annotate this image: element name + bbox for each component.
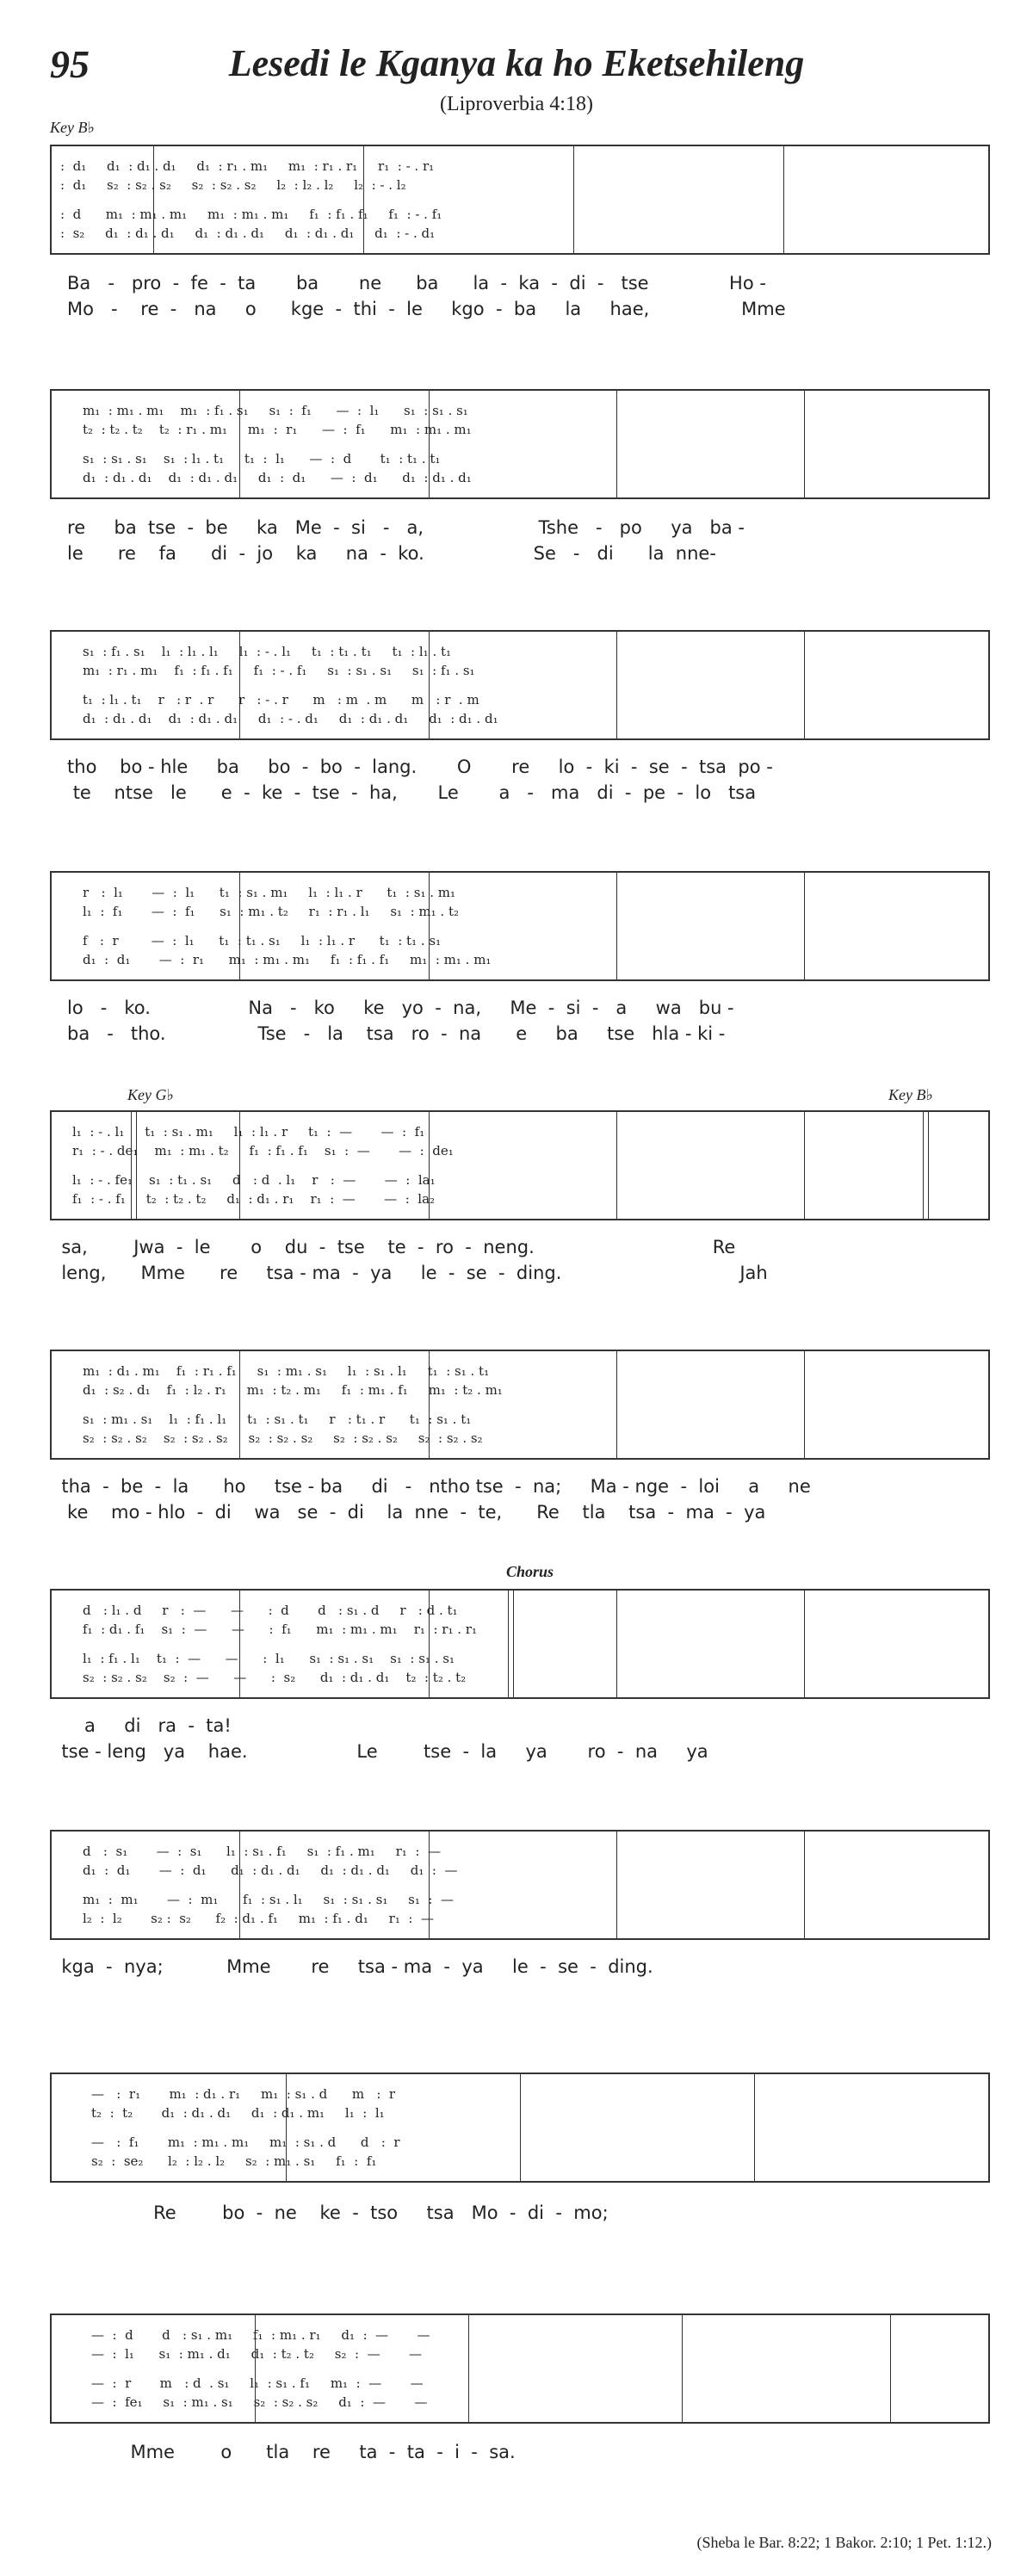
solfa-lower: : d m₁ : m₁ . m₁ m₁ : m₁ . m₁ f₁ : f₁ . f₁ f₁ : - . f₁ : s₂ d₁ : d₁ . d₁ d₁ : d₁ . d₁ d₁ : d₁ . d₁ d₁ : - . d₁: [60, 207, 442, 241]
key-signature-label: Key B♭: [50, 119, 95, 136]
lyrics-10: Mme o tla re ta - ta - i - sa.: [50, 2442, 516, 2462]
music-system-10: — : d d : s₁ . m₁ f₁ : m₁ . r₁ d₁ : — — — : l₁ s₁ : m₁ . d₁ d₁ : t₂ . t₂ s₂ : — — — : r m : d . s₁ l₁ : s₁ . f₁ m₁ : — — — : fe₁ s₁ : m₁ . s₁ s₂ : s₂ . s₂ d₁ : — —: [50, 2313, 990, 2424]
scripture-reference: (Liproverbia 4:18): [440, 93, 593, 115]
solfa-upper: : d₁ d₁ : d₁ . d₁ d₁ : r₁ . m₁ m₁ : r₁ . r₁ r₁ : - . r₁ : d₁ s₂ : s₂ . s₂ s₂ : s₂ . s₂ l₂ : l₂ . l₂ l₂ : - . l₂: [60, 158, 435, 193]
lyrics-5: sa, Jwa - le o du - tse te - ro - neng. Re leng, Mme re tsa - ma - ya le - se - ding. Jah: [50, 1237, 768, 1283]
lyrics-2: re ba tse - be ka Me - si - a, Tshe - po ya ba - le re fa di - jo ka na - ko. Se - di la nne-: [50, 517, 745, 564]
hymn-number: 95: [50, 42, 90, 86]
music-system-7: d : l₁ . d r : — — : d d : s₁ . d r : d . t₁ f₁ : d₁ . f₁ s₁ : — — : f₁ m₁ : m₁ . m₁ r₁ : r₁ . r₁ l₁ : f₁ . l₁ t₁ : — — : l₁ s₁ : s₁ . s₁ s₁ : s₁ . s₁ s₂ : s₂ . s₂ s₂ : — — : s₂ d₁ : d₁ . d₁ t₂ : t₂ . t₂: [50, 1589, 990, 1699]
lyrics-9: Re bo - ne ke - tso tsa Mo - di - mo;: [50, 2202, 609, 2223]
music-system-6: m₁ : d₁ . m₁ f₁ : r₁ . f₁ s₁ : m₁ . s₁ l₁ : s₁ . l₁ t₁ : s₁ . t₁ d₁ : s₂ . d₁ f₁ : l₂ . r₁ m₁ : t₂ . m₁ f₁ : m₁ . f₁ m₁ : t₂ . m₁ s₁ : m₁ . s₁ l₁ : f₁ . l₁ t₁ : s₁ . t₁ r : t₁ . r t₁ : s₁ . t₁ s₂ : s₂ . s₂ s₂ : s₂ . s₂ s₂ : s₂ . s₂ s₂ : s₂ . s₂ s₂ : s₂ . s₂: [50, 1350, 990, 1460]
music-system-5: l₁ : - . l₁ t₁ : s₁ . m₁ l₁ : l₁ . r t₁ : — — : f₁ r₁ : - . de₁ m₁ : m₁ . t₂ f₁ : f₁ . f₁ s₁ : — — : de₁ l₁ : - . fe₁ s₁ : t₁ . s₁ d : d . l₁ r : — — : la₁ f₁ : - . f₁ t₂ : t₂ . t₂ d₁ : d₁ . r₁ r₁ : — — : la₂: [50, 1110, 990, 1220]
lyrics-1: Ba - pro - fe - ta ba ne ba la - ka - di - tse Ho - Mo - re - na o kge - thi - le kgo - ba la hae, Mme: [50, 273, 786, 319]
music-system-8: d : s₁ — : s₁ l₁ : s₁ . f₁ s₁ : f₁ . m₁ r₁ : — d₁ : d₁ — : d₁ d₁ : d₁ . d₁ d₁ : d₁ . d₁ d₁ : — m₁ : m₁ — : m₁ f₁ : s₁ . l₁ s₁ : s₁ . s₁ s₁ : — l₂ : l₂ s₂ : s₂ f₂ : d₁ . f₁ m₁ : f₁ . d₁ r₁ : —: [50, 1830, 990, 1940]
music-system-4: r : l₁ — : l₁ t₁ : s₁ . m₁ l₁ : l₁ . r t₁ : s₁ . m₁ l₁ : f₁ — : f₁ s₁ : m₁ . t₂ r₁ : r₁ . l₁ s₁ : m₁ . t₂ f : r — : l₁ t₁ : t₁ . s₁ l₁ : l₁ . r t₁ : t₁ . s₁ d₁ : d₁ — : r₁ m₁ : m₁ . m₁ f₁ : f₁ . f₁ m₁ : m₁ . m₁: [50, 871, 990, 981]
music-system-9: — : r₁ m₁ : d₁ . r₁ m₁ : s₁ . d m : r t₂ : t₂ d₁ : d₁ . d₁ d₁ : d₁ . m₁ l₁ : l₁ — : f₁ m₁ : m₁ . m₁ m₁ : s₁ . d d : r s₂ : se₂ l₂ : l₂ . l₂ s₂ : m₁ . s₁ f₁ : f₁: [50, 2073, 990, 2183]
lyrics-6: tha - be - la ho tse - ba di - ntho tse - na; Ma - nge - loi a ne ke mo - hlo - di wa se - di la nne - te, Re tla tsa - ma - ya: [50, 1476, 811, 1523]
lyrics-4: lo - ko. Na - ko ke yo - na, Me - si - a wa bu - ba - tho. Tse - la tsa ro - na e ba tse hla - ki -: [50, 998, 734, 1044]
footer-references: (Sheba le Bar. 8:22; 1 Bakor. 2:10; 1 Pet. 1:12.): [696, 2534, 992, 2551]
music-system-2: m₁ : m₁ . m₁ m₁ : f₁ . s₁ s₁ : f₁ — : l₁ s₁ : s₁ . s₁ t₂ : t₂ . t₂ t₂ : r₁ . m₁ m₁ : r₁ — : f₁ m₁ : m₁ . m₁ s₁ : s₁ . s₁ s₁ : l₁ . t₁ t₁ : l₁ — : d t₁ : t₁ . t₁ d₁ : d₁ . d₁ d₁ : d₁ . d₁ d₁ : d₁ — : d₁ d₁ : d₁ . d₁: [50, 389, 990, 499]
key-change-label: Key B♭: [888, 1086, 933, 1103]
hymn-title: Lesedi le Kganya ka ho Eketsehileng: [228, 42, 805, 84]
chorus-label: Chorus: [506, 1563, 554, 1580]
music-system-3: s₁ : f₁ . s₁ l₁ : l₁ . l₁ l₁ : - . l₁ t₁ : t₁ . t₁ t₁ : l₁ . t₁ m₁ : r₁ . m₁ f₁ : f₁ . f₁ f₁ : - . f₁ s₁ : s₁ . s₁ s₁ : f₁ . s₁ t₁ : l₁ . t₁ r : r . r r : - . r m : m . m m : r . m d₁ : d₁ . d₁ d₁ : d₁ . d₁ d₁ : - . d₁ d₁ : d₁ . d₁ d₁ : d₁ . d₁: [50, 630, 990, 740]
key-change-label: Key G♭: [127, 1086, 174, 1103]
lyrics-8: kga - nya; Mme re tsa - ma - ya le - se - ding.: [50, 1956, 653, 1977]
lyrics-3: tho bo - hle ba bo - bo - lang. O re lo - ki - se - tsa po - te ntse le e - ke - tse - ha, Le a - ma di - pe - lo tsa: [50, 757, 773, 803]
music-system-1: [50, 145, 990, 255]
lyrics-7: a di ra - ta! tse - leng ya hae. Le tse - la ya ro - na ya: [50, 1715, 708, 1762]
